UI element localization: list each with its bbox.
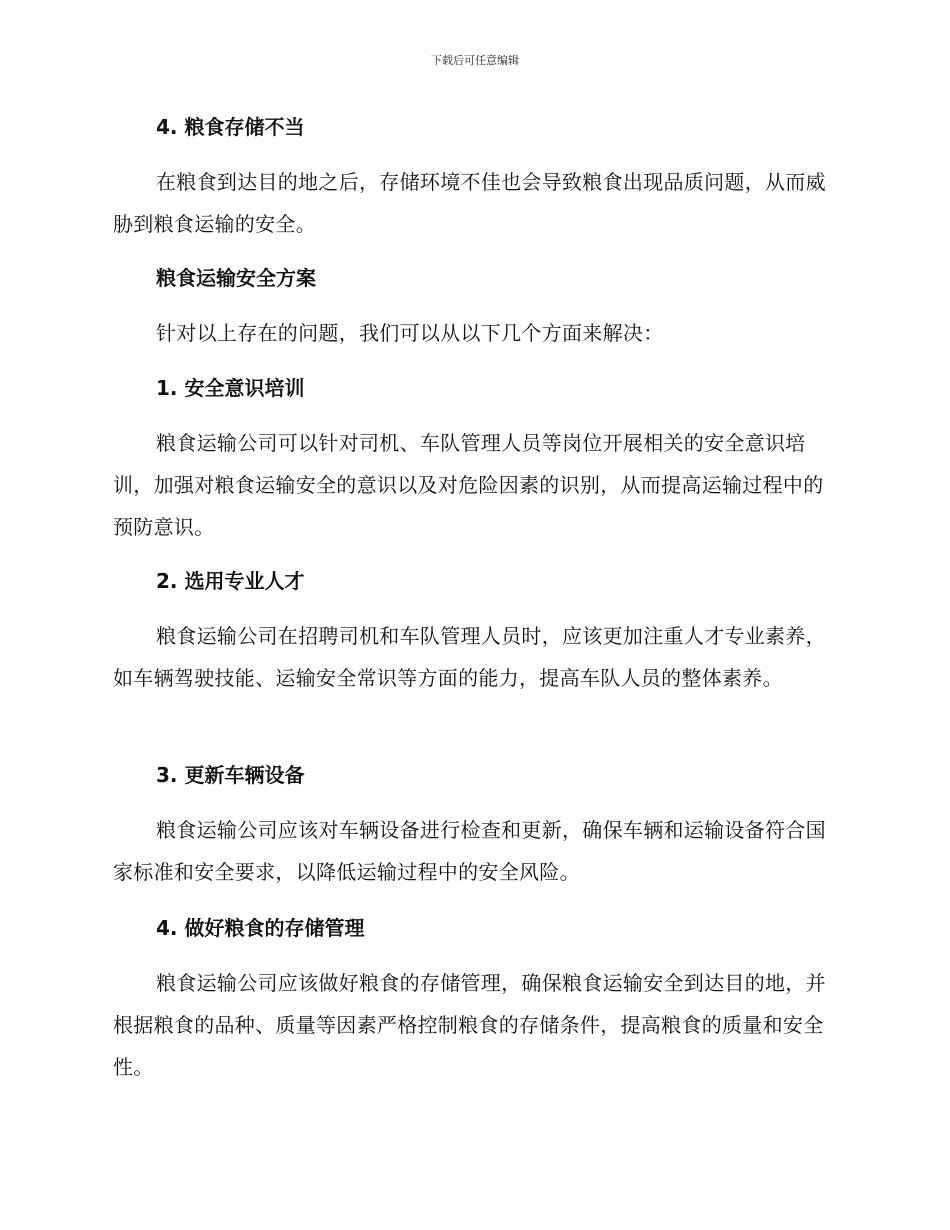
heading-vehicle-equipment: 3. 更新车辆设备	[156, 763, 305, 787]
paragraph-storage-issue: 在粮食到达目的地之后，存储环境不佳也会导致粮食出现品质问题，从而威胁到粮食运输的安全。	[113, 170, 826, 236]
page-header: 下载后可任意编辑	[431, 54, 519, 67]
heading-safety-training: 1. 安全意识培训	[156, 376, 305, 400]
paragraph-safety-training: 粮食运输公司可以针对司机、车队管理人员等岗位开展相关的安全意识培训，加强对粮食运输安全的意识以及对危险因素的识别，从而提高运输过程中的预防意识。	[113, 431, 824, 539]
heading-safety-plan: 粮食运输安全方案	[156, 266, 316, 290]
paragraph-storage-management: 粮食运输公司应该做好粮食的存储管理，确保粮食运输安全到达目的地，并根据粮食的品种、质量等因素严格控制粮食的存储条件，提高粮食的质量和安全性。	[113, 971, 826, 1079]
heading-storage-management: 4. 做好粮食的存储管理	[156, 916, 365, 940]
heading-storage-issue: 4. 粮食存储不当	[156, 115, 305, 139]
paragraph-professional-talent: 粮食运输公司在招聘司机和车队管理人员时，应该更加注重人才专业素养，如车辆驾驶技能、运输安全常识等方面的能力，提高车队人员的整体素养。	[113, 624, 826, 690]
paragraph-vehicle-equipment: 粮食运输公司应该对车辆设备进行检查和更新，确保车辆和运输设备符合国家标准和安全要求，以降低运输过程中的安全风险。	[113, 818, 826, 884]
heading-professional-talent: 2. 选用专业人才	[156, 569, 305, 593]
paragraph-safety-plan-intro: 针对以上存在的问题，我们可以从以下几个方面来解决：	[156, 321, 664, 345]
